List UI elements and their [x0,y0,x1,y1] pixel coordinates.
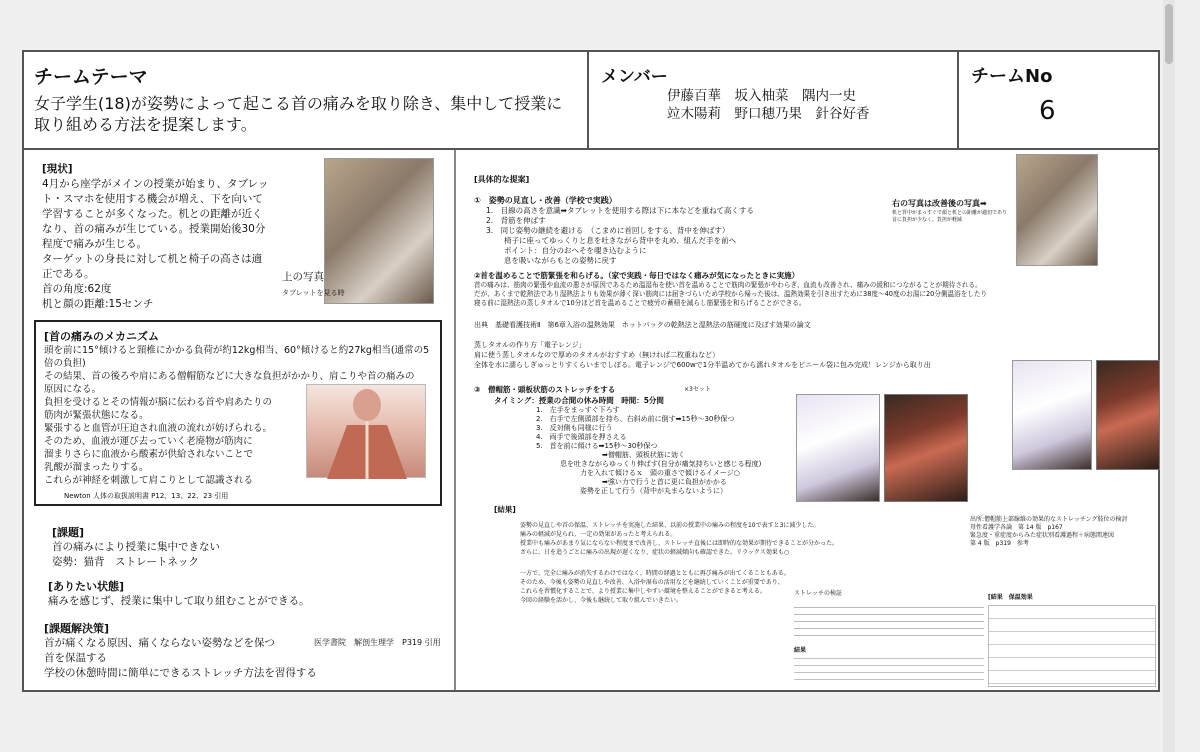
posture-line: ポイント：自分のおへそを覗き込むように [504,246,647,255]
current-state-section [42,162,312,312]
student-tablet-photo [324,158,434,304]
current-title: [現状] [42,163,73,175]
issue-title: [課題] [52,526,85,539]
solution-line: 首が痛くなる原因、痛くならない姿勢などを保つ [44,637,275,649]
members-row-2: 竝木陽莉 野口穂乃果 針谷好香 [667,106,870,122]
stretch-source-line: 第 4 版 p319 参考 [970,540,1029,547]
posture-line: 息を吸いながらもとの姿勢に戻す [504,256,617,265]
solution-citation: 医学書院 解剖生理学 P319 引用 [314,638,441,647]
towel-line: 肩に使う蒸しタオルなので厚めのタオルがおすすめ（無ければ二枚重ねなど） [474,351,720,359]
stretch-section [474,384,814,496]
current-line: ト・スマホを使用する機会が増え、下を向いて [42,193,263,205]
ideal-text: 痛みを感じず、授業に集中して取り組むことができる。 [48,595,310,607]
members-title: メンバー [601,67,668,87]
stretch-step: ➡強い力で行うと首に更に負担がかかる [602,478,727,486]
result-line: 姿勢の見直しや首の保温、ストレッチを実施した結果、以前の授業中の痛みの程度を10で表すと3に減少した。 [520,522,820,529]
after-photo-sub: 机と背中がまっすぐで顔と机との距離が適切であり首に負担が少なく、負担が軽減 [892,210,1008,223]
posture-line: 椅子に座ってゆっくりと息を吐きながら背中を丸め、組んだ手を前へ [504,236,737,245]
issue-section [52,524,452,570]
mechanism-line: 頭を前に15°傾けると頸椎にかかる負荷が約12kg相当、60°傾けると約27kg相当(通常の5 [44,345,430,356]
warm-source: 出典 基礎看護技術Ⅱ 第6章入浴の温熱効果 ホットパックの乾熱法と湿熱法の筋硬度に及ぼす効果の論文 [474,321,811,329]
posture-line: 2. 背筋を伸ばす [486,216,546,225]
stretch-source-line: 出所:僧帽筋上部線維の効果的なストレッチング肢位の検討 [970,516,1128,523]
stretch-step: 姿勢を正して行う（背中が丸まらないように） [580,487,727,495]
vertical-scrollbar[interactable] [1163,0,1175,752]
poster-header [24,52,1158,150]
mechanism-line: 緊張すると血管が圧迫され血液の流れが妨げられる。 [44,423,273,434]
mechanism-line: 溜まりさらに血液から酸素が供給されないことで [44,449,254,460]
towel-line: 全体を水に濡らしぎゅっとりすくらいまでしぼる。電子レンジで600wで1分半温めてから濡れタオルをビニール袋に包み完成！レンジから取り出 [474,361,931,369]
mechanism-box [34,320,442,506]
muscle-diagram-figure [307,385,427,479]
solution-title: [課題解決策] [44,622,110,635]
photo-caption: 上の写真 [282,271,324,283]
stretch-photo-1 [1012,360,1092,470]
solution-section [44,620,449,681]
ideal-section [48,578,448,609]
result-title: [結果] [494,505,516,514]
stretch-muscle-diagram-1 [1096,360,1160,470]
result-line: これらを習慣化することで、より授業に集中しやすい環境を整えることができると考える。 [520,588,766,595]
issue-line: 姿勢：猫背 ストレートネック [52,556,199,568]
mechanism-line: 乳酸が溜まったりする。 [44,462,149,473]
current-line: 机と顔の距離:15センチ [42,298,154,310]
team-title: チームNo [971,66,1053,87]
conclusion-title: 結果 [794,647,807,654]
theme-title: チームテーマ [34,66,148,88]
result-line: そのため、今後も姿勢の見直しや改善、入浴や湿布の活用などを継続していくことが重要であり、 [520,579,784,586]
stretch-step: 5. 首を前に傾ける➡15秒～30秒保つ [536,442,658,450]
column-divider [454,150,456,690]
result-line: 一方で、完全に痛みが消失するわけではなく、時間の経過とともに再び痛みが出てくることもある。 [520,570,790,577]
stretch-title: ③ 僧帽筋・頭板状筋のストレッチをする [474,385,616,394]
posture-line: 1. 目線の高さを意識➡タブレットを使用する際は下に本などを重ねて高くする [486,206,754,215]
team-number-cell [959,52,1158,148]
stretch-source-line: 母性看護学各論 第 14 版 p167 [970,524,1063,531]
members-cell [589,52,959,148]
current-line: 学習することが多くなった。机との距離が近く [42,208,263,220]
stretch-step: 力を入れて傾けるｘ 頭の重さで傾けるイメージ○ [580,469,740,477]
stretch-step: 4. 両手で後頭部を押さえる [536,433,627,441]
result-line: 授業中も痛みがあまり気にならない程度まで改善し、ストレッチ直後には即時的な効果が期待できることが分かった。 [520,540,838,547]
result-line: 今回の経験を活かし、今後も継続して取り組んでいきたい。 [520,597,683,604]
proposal-title: [具体的な提案] [474,175,530,184]
ideal-title: [ありたい状態] [48,580,125,593]
team-number: 6 [1039,96,1056,126]
warm-line: 寝る前に湿熱法の蒸しタオルで10分ほど首を温めることで疲労の蓄積を減らし筋緊張を和らげることができる。 [474,299,806,307]
members-row-1: 伊藤百華 坂入柚菜 隅内一史 [667,88,856,104]
mechanism-line: 筋肉が緊張状態になる。 [44,410,149,421]
mechanism-title: [首の痛みのメカニズム [44,330,160,343]
verify-title: ストレッチの検証 [794,590,842,597]
stretch-step: ➡僧帽筋、頭板状筋に効く [602,451,685,459]
stretch-timing: タイミング：授業の合間の休み時間 時間：5分間 [494,396,664,405]
stretch-step: 3. 反対側も同様に行う [536,424,613,432]
stretch-verification-panel [794,588,984,688]
warm-line: 首の痛みは、筋肉の緊張や血流の悪さが原因であるため温湿布を使い首を温めることで筋肉の緊張がやわらぎ、血流も改善され、痛みの緩和につながることが期待される。 [474,281,982,289]
current-line: 正である。 [42,268,95,280]
towel-line: 蒸しタオルの作り方「電子レンジ」 [474,341,586,349]
current-line: なり、首の痛みが生じている。授業開始後30分 [42,223,266,235]
conclusion-lines [794,654,984,684]
table-grid [988,605,1156,687]
after-photo-caption: 右の写真は改善後の写真➡ [892,199,987,208]
muscle-diagram [306,384,426,478]
stretch-source-line: 緊急度・重症度からみた症状別看護過程＋病態関連図 [970,532,1115,539]
mechanism-citation: Newton 人体の取扱説明書 P12、13、22、23 引用 [64,492,229,500]
mechanism-line: そのため、血液が運び去っていく老廃物が筋肉に [44,436,253,447]
solution-line: 首を保温する [44,652,107,664]
photo-subcaption: タブレットを見る時 [282,289,345,297]
verification-log-lines [794,603,984,639]
theme-text: 女子学生(18)が姿勢によって起こる首の痛みを取り除き、集中して授業に取り組める方法を提案します。 [34,94,563,134]
warm-title: ②首を温めることで筋緊張を和らげる。（家で実践・毎日ではなく痛みが気になったときに実施） [474,271,800,280]
current-line: ターゲットの身長に対して机と椅子の高さは適 [42,253,263,265]
result-line: 痛みの軽減が見られ、一定の効果があったと考えられる。 [520,531,677,538]
current-line: 程度で痛みが生じる。 [42,238,147,250]
mechanism-line: その結果、首の後ろや肩にある僧帽筋などに大きな負担がかかり、肩こりや首の痛みの [44,371,415,382]
improved-posture-photo [1016,154,1098,266]
current-line: 4月から座学がメインの授業が始まり、タブレッ [42,178,269,190]
mechanism-line: これらが神経を刺激して肩こりとして認識される [44,475,254,486]
stretch-source [970,516,1158,548]
mechanism-line: 負担を受けるとその情報が脳に伝わる首や肩あたりの [44,397,273,408]
mechanism-line: 原因になる。 [44,384,102,395]
scrollbar-thumb[interactable] [1165,4,1173,64]
result-line: さらに、日を追うごとに痛みの出現が遅くなり、症状の軽減傾向も確認できた。リラックス効果も○ [520,549,790,556]
current-line: 首の角度:62度 [42,283,112,295]
solution-line: 学校の休憩時間に簡単にできるストレッチ方法を習得する [44,667,317,679]
table-title: [結果 保温効果 [988,594,1033,601]
stretch-sets: ×3セット [684,386,711,393]
stretch-step: 息を吐きながらゆっくり伸ばす(自分が痛気持ちいと感じる程度) [560,460,762,468]
warmth-result-table [988,592,1156,688]
warm-section [474,270,1154,370]
posture-line: 3. 同じ姿勢の継続を避ける （こまめに首回しをする、背中を伸ばす） [486,226,730,235]
stretch-step: 2. 右手で左側頭部を持ち、右斜め前に倒す➡15秒～30秒保つ [536,415,735,423]
posture-title: ① 姿勢の見直し・改善（学校で実践） [474,196,617,205]
stretch-step: 1. 左手をまっすぐ下ろす [536,406,620,414]
stretch-photo-2 [796,394,880,502]
warm-line: だが、あくまで乾熱法であり湿熱法よりも効果が薄く深い筋肉には届きづらいため学校から帰った後は、温熱効果を引き出すために38度～40度のお湯に20分側温浴をしたり [474,290,988,298]
issue-line: 首の痛みにより授業に集中できない [52,541,220,553]
team-theme-cell [24,52,589,148]
stretch-muscle-diagram-2 [884,394,968,502]
mechanism-line: 倍の負担) [44,358,86,369]
poster-page [22,50,1160,692]
